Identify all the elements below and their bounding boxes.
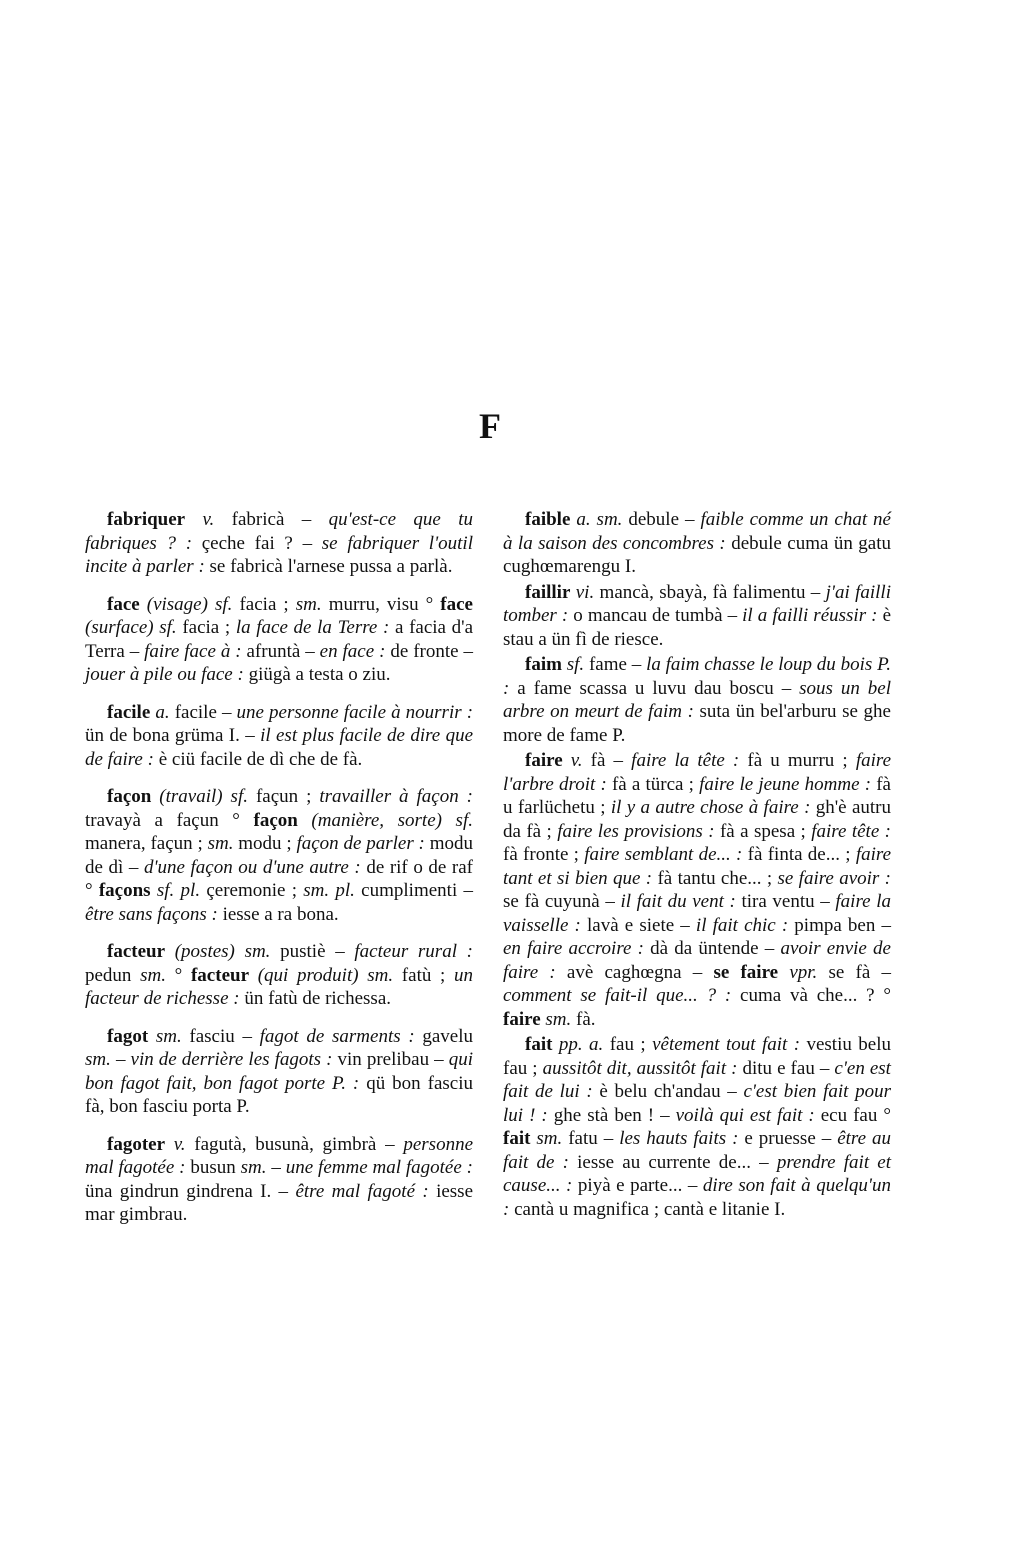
dictionary-entry bbox=[85, 508, 473, 579]
headword: se faire bbox=[713, 961, 779, 983]
french-gloss: sf. pl. bbox=[150, 880, 201, 901]
dictionary-column-right bbox=[503, 508, 891, 1223]
dictionary-entry bbox=[503, 749, 891, 1031]
translation-text: avè caghœgna – bbox=[555, 961, 714, 983]
translation-text: fà a spesa ; bbox=[714, 820, 812, 842]
french-gloss: faire tête : bbox=[811, 820, 891, 842]
translation-text: vin prelibau – bbox=[332, 1049, 449, 1070]
translation-text: cumplimenti – bbox=[354, 880, 473, 901]
headword: fagoter bbox=[107, 1133, 166, 1155]
page-letter-heading: F bbox=[479, 406, 501, 446]
translation-text: vestiu belu fau ; bbox=[503, 1034, 891, 1079]
headword: facile bbox=[107, 701, 151, 723]
french-gloss: pp. a. bbox=[552, 1034, 604, 1055]
translation-text: busun bbox=[185, 1157, 241, 1178]
dictionary-entry bbox=[503, 653, 891, 747]
french-gloss: (travail) sf. bbox=[151, 786, 248, 807]
french-gloss: en faire accroire : bbox=[503, 938, 644, 959]
translation-text: fabricà – bbox=[214, 509, 329, 530]
french-gloss: c'est bien fait pour lui ! : bbox=[503, 1081, 892, 1126]
french-gloss: il a failli réussir : bbox=[742, 605, 878, 626]
translation-text: qü bon fasciu fà, bon fasciu porta P. bbox=[85, 1072, 473, 1117]
french-gloss: un facteur de richesse : bbox=[85, 964, 474, 1009]
headword: faire bbox=[525, 750, 563, 771]
french-gloss: se faire avoir : bbox=[777, 867, 891, 889]
headword: face bbox=[440, 593, 473, 615]
translation-text: fagutà, busunà, gimbrà – bbox=[185, 1133, 404, 1155]
french-gloss: faire le jeune homme : bbox=[699, 773, 872, 795]
french-gloss: il est plus facile de dire que de faire : bbox=[85, 725, 474, 770]
translation-text: ° bbox=[166, 964, 191, 986]
translation-text: ecu fau ° bbox=[814, 1104, 891, 1126]
french-gloss: être sans façons : bbox=[85, 903, 218, 925]
translation-text: o mancau de tumbà – bbox=[568, 605, 743, 626]
translation-text: se fabricà l'arnese pussa a parlà. bbox=[204, 556, 453, 577]
translation-text: debule cuma ün gatu cughœmarengu I. bbox=[503, 532, 891, 577]
translation-text: giügà a testa o ziu. bbox=[243, 664, 391, 685]
french-gloss: prendre fait et cause... : bbox=[503, 1151, 891, 1196]
translation-text: modu de dì – bbox=[85, 833, 473, 878]
dictionary-entry bbox=[503, 581, 891, 652]
translation-text: ün de bona grüma I. – bbox=[85, 725, 261, 746]
french-gloss: faire face à : bbox=[144, 640, 242, 662]
translation-text: iesse au currente de... – bbox=[568, 1151, 777, 1173]
headword: faim bbox=[525, 654, 562, 675]
translation-text: iesse a ra bona. bbox=[217, 903, 339, 925]
translation-text: modu ; bbox=[233, 833, 297, 854]
translation-text: pimpa ben – bbox=[788, 914, 891, 936]
french-gloss: dire son fait à quelqu'un : bbox=[503, 1175, 891, 1220]
translation-text: afruntà – bbox=[241, 640, 320, 662]
french-gloss: vêtement tout fait : bbox=[652, 1034, 801, 1055]
french-gloss: facteur rural : bbox=[354, 941, 473, 962]
french-gloss: faire l'arbre droit : bbox=[503, 750, 892, 795]
french-gloss: vpr. bbox=[778, 961, 818, 983]
french-gloss: sm. bbox=[295, 593, 322, 615]
french-gloss: il y a autre chose à faire : bbox=[610, 797, 811, 818]
translation-text: fà u murru ; bbox=[739, 750, 856, 771]
dictionary-entry bbox=[503, 508, 891, 579]
translation-text: dà da üntende – bbox=[643, 938, 781, 959]
headword: face bbox=[107, 593, 140, 615]
french-gloss: sm. bbox=[85, 1049, 111, 1070]
french-gloss: faire semblant de... : bbox=[584, 844, 743, 865]
french-gloss: faire les provisions : bbox=[557, 820, 715, 842]
translation-text: tira ventu – bbox=[735, 891, 836, 912]
translation-text: çeche fai ? – bbox=[192, 532, 322, 554]
translation-text: a fame scassa u luvu dau boscu – bbox=[509, 677, 800, 699]
translation-text: fame – bbox=[584, 654, 647, 675]
translation-text: üna gindrun gindrena I. – bbox=[85, 1180, 296, 1202]
french-gloss: a. bbox=[150, 701, 170, 723]
french-gloss: (surface) sf. bbox=[85, 617, 177, 638]
translation-text: gh'è autru da fà ; bbox=[503, 797, 891, 842]
translation-text: lavà e siete – bbox=[580, 914, 696, 936]
french-gloss: voilà qui est fait : bbox=[675, 1104, 815, 1126]
headword: facteur bbox=[190, 964, 250, 986]
headword: fagot bbox=[107, 1025, 149, 1047]
french-gloss: qui bon fagot fait, bon fagot porte P. : bbox=[85, 1049, 474, 1094]
translation-text: cuma và che... ? ° bbox=[731, 985, 891, 1006]
translation-text: fà fronte ; bbox=[503, 844, 585, 865]
french-gloss: façon de parler : bbox=[296, 833, 425, 854]
headword: faire bbox=[503, 1008, 541, 1030]
headword: fait bbox=[503, 1128, 531, 1149]
translation-text: de fronte – bbox=[385, 640, 473, 662]
french-gloss: c'en est fait de lui : bbox=[503, 1057, 891, 1102]
dictionary-column-left bbox=[85, 508, 473, 1241]
french-gloss: une personne facile à nourrir : bbox=[236, 701, 474, 723]
french-gloss: sous un bel arbre on meurt de faim : bbox=[503, 677, 892, 722]
translation-text: a facia d'a Terra – bbox=[85, 617, 473, 662]
translation-text: pedun bbox=[85, 964, 141, 986]
translation-text: ghe stà ben ! – bbox=[547, 1104, 676, 1126]
dictionary-entry bbox=[85, 701, 473, 772]
dictionary-entry bbox=[85, 785, 473, 926]
french-gloss: v. bbox=[165, 1133, 186, 1155]
headword: facteur bbox=[107, 941, 166, 962]
translation-text: piyà e parte... – bbox=[572, 1175, 703, 1196]
translation-text: mancà, sbayà, fà falimentu – bbox=[594, 581, 826, 603]
french-gloss: v. bbox=[562, 750, 583, 771]
translation-text: fà u farlüchetu ; bbox=[503, 773, 891, 818]
french-gloss: j'ai failli tomber : bbox=[503, 581, 891, 626]
translation-text: cantà u magnifica ; cantà e litanie I. bbox=[509, 1198, 786, 1220]
french-gloss: sm. bbox=[148, 1025, 182, 1047]
french-gloss: se fabriquer l'outil incite à parler : bbox=[85, 532, 473, 577]
french-gloss: faire la tête : bbox=[631, 750, 740, 771]
translation-text: çeremonie ; bbox=[200, 880, 304, 901]
french-gloss: les hauts faits : bbox=[619, 1128, 739, 1149]
french-gloss: il fait chic : bbox=[695, 914, 789, 936]
dictionary-entry bbox=[85, 593, 473, 687]
dictionary-entry bbox=[503, 1033, 891, 1221]
french-gloss: comment se fait-il que... ? : bbox=[503, 985, 732, 1006]
headword: façon bbox=[253, 809, 298, 831]
french-gloss: sm. bbox=[140, 964, 166, 986]
french-gloss: vin de derrière les fagots : bbox=[130, 1049, 333, 1070]
french-gloss: jouer à pile ou face : bbox=[85, 664, 244, 685]
french-gloss: a. sm. bbox=[570, 509, 623, 530]
french-gloss: d'une façon ou d'une autre : bbox=[143, 856, 361, 878]
french-gloss: sm. bbox=[530, 1128, 563, 1149]
translation-text: fà. bbox=[571, 1008, 596, 1030]
headword: faillir bbox=[525, 581, 571, 603]
translation-text: travayà a façun ° bbox=[85, 809, 254, 831]
french-gloss: qu'est-ce que tu fabriques ? : bbox=[85, 509, 473, 554]
translation-text: fasciu – bbox=[181, 1025, 260, 1047]
translation-text: fatu – bbox=[562, 1128, 620, 1149]
dictionary-entry bbox=[85, 1025, 473, 1119]
translation-text: è ciü facile de dì che de fà. bbox=[153, 748, 363, 770]
translation-text: se fà – bbox=[817, 961, 891, 983]
french-gloss: travailler à façon : bbox=[319, 786, 473, 807]
french-gloss: faire la vaisselle : bbox=[503, 891, 891, 936]
translation-text: facia ; bbox=[176, 617, 236, 638]
translation-text: facia ; bbox=[232, 593, 296, 615]
french-gloss: aussitôt dit, aussitôt fait : bbox=[542, 1057, 738, 1079]
french-gloss: en face : bbox=[319, 640, 386, 662]
translation-text: ün fatù de richessa. bbox=[239, 988, 392, 1009]
translation-text: – bbox=[110, 1049, 131, 1070]
french-gloss: la faim chasse le loup du bois P. : bbox=[503, 654, 891, 699]
translation-text: fau ; bbox=[603, 1034, 653, 1055]
translation-text: fà tantu che... ; bbox=[652, 867, 778, 889]
french-gloss: sf. bbox=[561, 654, 585, 675]
french-gloss: sm. pl. bbox=[303, 880, 355, 901]
headword: façon bbox=[107, 786, 152, 807]
translation-text: pustiè – bbox=[270, 941, 355, 962]
translation-text: iesse mar gimbrau. bbox=[85, 1180, 474, 1225]
french-gloss: une femme mal fagotée : bbox=[285, 1157, 473, 1178]
french-gloss: il fait du vent : bbox=[620, 891, 736, 912]
headword: fabriquer bbox=[107, 509, 186, 530]
french-gloss: personne mal fagotée : bbox=[85, 1133, 473, 1178]
french-gloss: sm. bbox=[240, 1157, 267, 1178]
translation-text: fatù ; bbox=[393, 964, 455, 986]
french-gloss: être au fait de : bbox=[503, 1128, 891, 1173]
translation-text: è belu ch'andau – bbox=[592, 1081, 744, 1102]
french-gloss: v. bbox=[185, 509, 215, 530]
french-gloss: avoir envie de faire : bbox=[503, 938, 891, 983]
french-gloss: (postes) sm. bbox=[165, 941, 271, 962]
french-gloss: sm. bbox=[207, 833, 234, 854]
french-gloss: (manière, sorte) sf. bbox=[297, 809, 473, 831]
translation-text: debule – bbox=[622, 509, 701, 530]
translation-text: e pruesse – bbox=[738, 1128, 838, 1149]
translation-text: è stau a ün fì de riesce. bbox=[503, 605, 892, 650]
translation-text: murru, visu ° bbox=[321, 593, 441, 615]
headword: fait bbox=[525, 1034, 553, 1055]
translation-text: suta ün bel'arburu se ghe more de fame P. bbox=[503, 701, 891, 746]
translation-text: fà – bbox=[582, 750, 632, 771]
translation-text: gavelu bbox=[414, 1025, 473, 1047]
headword: faible bbox=[525, 509, 571, 530]
translation-text: facile – bbox=[169, 701, 237, 723]
french-gloss: (qui produit) sm. bbox=[249, 964, 394, 986]
translation-text: façun ; bbox=[247, 786, 320, 807]
dictionary-entry bbox=[85, 1133, 473, 1227]
headword: façons bbox=[98, 880, 151, 901]
dictionary-entry bbox=[85, 940, 473, 1011]
french-gloss: sm. bbox=[540, 1008, 572, 1030]
french-gloss: faible comme un chat né à la saison des concombres : bbox=[503, 509, 891, 554]
french-gloss: fagot de sarments : bbox=[259, 1025, 415, 1047]
translation-text: – bbox=[266, 1157, 286, 1178]
translation-text: de rif o de raf ° bbox=[85, 856, 474, 901]
translation-text: manera, façun ; bbox=[85, 833, 208, 854]
translation-text: fà a türca ; bbox=[606, 773, 700, 795]
french-gloss: la face de la Terre : bbox=[235, 617, 390, 638]
french-gloss: être mal fagoté : bbox=[295, 1180, 429, 1202]
translation-text: fà finta de... ; bbox=[742, 844, 856, 865]
translation-text: se fà cuyunà – bbox=[503, 891, 621, 912]
translation-text: ditu e fau – bbox=[737, 1057, 835, 1079]
french-gloss: vi. bbox=[570, 581, 595, 603]
french-gloss: faire tant et si bien que : bbox=[503, 844, 892, 889]
french-gloss: (visage) sf. bbox=[139, 593, 233, 615]
